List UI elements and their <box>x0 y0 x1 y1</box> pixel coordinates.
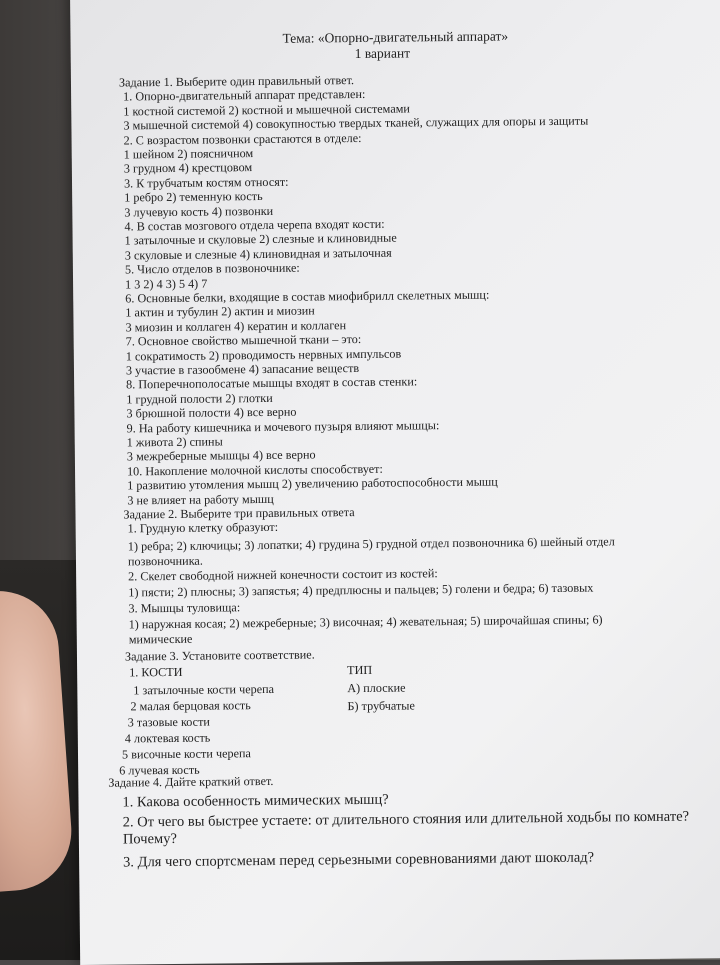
task-2-3-answers: 1) наружная косая; 2) межреберные; 3) височная; 4) жевательная; 5) широчайшая спины; 6) <box>128 612 603 632</box>
task-4-item: 2. От чего вы быстрее устаете: от длительного стояния или длительной ходьбы по комнате? <box>122 808 690 831</box>
task-line: 1 шейном 2) поясничном <box>123 146 254 162</box>
task-line: 9. На работу кишечника и мочевого пузыря влияют мышцы: <box>126 417 440 436</box>
task-line: 3 мышечной системой 4) совокупностью твердых тканей, служащих для опоры и защиты <box>123 113 589 133</box>
task-4-title: Задание 4. Дайте краткий ответ. <box>108 773 274 790</box>
task-line: 1 грудной полости 2) глотки <box>126 390 273 407</box>
task-line: 3 межреберные мышцы 4) все верно <box>126 447 316 464</box>
task-line: 3. К трубчатым костям относят: <box>123 174 289 191</box>
task-line: 1 живота 2) спины <box>126 434 223 450</box>
task-line: 1 костной системой 2) костной и мышечной системами <box>123 101 410 119</box>
task-3-right-header: ТИП <box>347 662 373 678</box>
task-2-3-question: 3. Мышцы туловища: <box>128 600 241 616</box>
task-line: 8. Поперечнополосатые мышцы входят в состав стенки: <box>126 374 418 392</box>
task-line: 3 скуловые и слезные 4) клиновидная и затылочная <box>124 245 392 263</box>
task-3-right-item: А) плоские <box>347 680 406 696</box>
task-line: 3 лучевую кость 4) позвонки <box>124 203 274 220</box>
task-line: 5. Число отделов в позвоночнике: <box>124 260 300 277</box>
task-line: 1. Опорно-двигательный аппарат представлен: <box>123 87 366 104</box>
task-line: 1 затылочные и скуловые 2) слезные и клиновидные <box>124 230 397 248</box>
task-line: 1. Грудную клетку образуют: <box>127 520 279 536</box>
task-line: 1 развитию утомления мышц 2) увеличению работоспособности мышц <box>127 474 498 493</box>
task-3-title: Задание 3. Установите соответствие. <box>124 647 315 664</box>
task-line: 3 не влияет на работу мышц <box>127 491 274 508</box>
task-2-1-answers-cont: позвоночника. <box>127 553 203 569</box>
task-line: 1 ребро 2) теменную кость <box>124 189 263 205</box>
task-line: 2. С возрастом позвонки срастаются в отделе: <box>123 130 362 148</box>
task-3-right-item: Б) трубчатые <box>347 698 415 714</box>
task-3-left-item: 5 височные кости черепа <box>121 746 251 762</box>
task-4-item: 1. Какова особенность мимических мышц? <box>122 791 389 811</box>
task-line: Задание 1. Выберите один правильный ответ. <box>118 73 355 90</box>
task-3-left-item: 6 лучевая кость <box>119 762 200 778</box>
task-4-item: 3. Для чего спортсменам перед серьезными соревнованиями дают шоколад? <box>123 849 595 871</box>
task-line: 4. В состав мозгового отдела черепа входят кости: <box>124 216 385 234</box>
task-3-left-item: 2 малая берцовая кость <box>130 698 251 714</box>
task-line: 1 актин и тубулин 2) актин и миозин <box>125 303 315 320</box>
task-line: 6. Основные белки, входящие в состав миофибрилл скелетных мышц: <box>125 287 490 306</box>
task-line: 1 3 2) 4 3) 5 4) 7 <box>125 276 208 292</box>
task-2-2-question: 2. Скелет свободной нижней конечности состоит из костей: <box>128 566 438 584</box>
task-line: 3 брюшной полости 4) все верно <box>126 404 297 421</box>
task-line: 3 миозин и коллаген 4) кератин и коллаген <box>125 317 347 335</box>
page-title: Тема: «Опорно-двигательный аппарат» <box>282 28 509 46</box>
task-4-item: Почему? <box>122 830 177 848</box>
worksheet-paper <box>70 0 720 965</box>
task-line: Задание 2. Выберите три правильных ответа <box>123 505 355 522</box>
variant-label: 1 вариант <box>354 45 411 62</box>
task-line: 3 грудном 4) крестцовом <box>123 160 253 176</box>
task-2-1-answers: 1) ребра; 2) ключицы; 3) лопатки; 4) грудина 5) грудной отдел позвоночника 6) шейный отдел <box>127 534 615 554</box>
task-line: 1 сократимость 2) проводимость нервных импульсов <box>125 346 402 364</box>
task-2-2-answers: 1) пясти; 2) плюсны; 3) запястья; 4) предплюсны и пальцев; 5) голени и бедра; 6) тазовых <box>128 580 594 600</box>
task-3-left-item: 1 затылочные кости черепа <box>133 681 275 698</box>
task-3-left-item: 3 тазовые кости <box>127 714 210 730</box>
task-2-3-answers-cont: мимические <box>128 631 193 647</box>
task-line: 3 участие в газообмене 4) запасание веществ <box>125 360 360 378</box>
task-3-left-header: 1. КОСТИ <box>129 664 183 680</box>
task-line: 7. Основное свойство мышечной ткани – это: <box>125 332 362 349</box>
task-line: 10. Накопление молочной кислоты способствует: <box>126 461 383 479</box>
task-3-left-item: 4 локтевая кость <box>124 730 211 746</box>
